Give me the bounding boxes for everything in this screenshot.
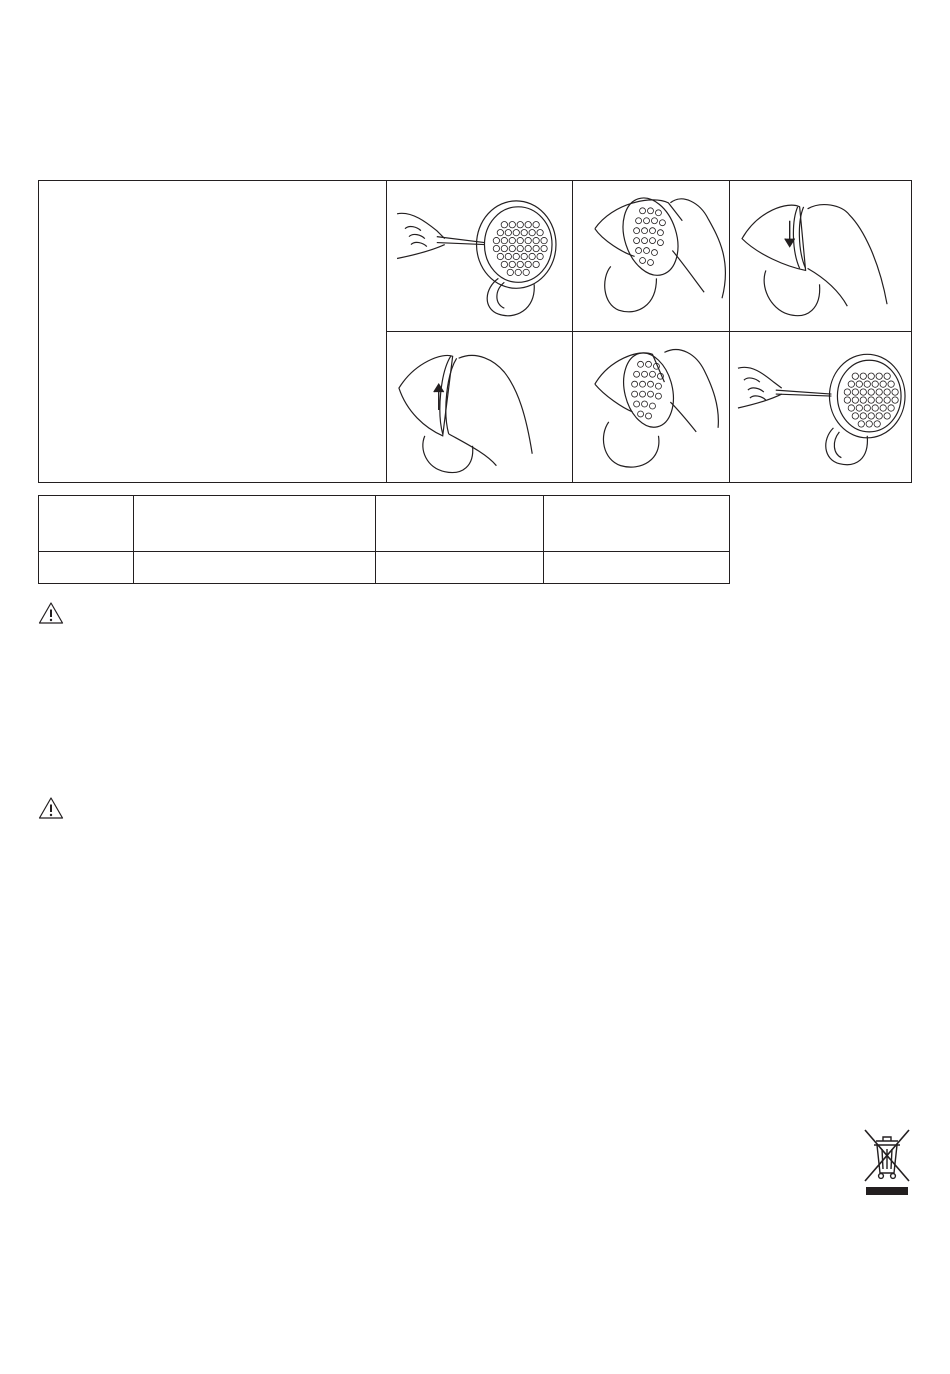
spec-table-row [39,552,730,584]
hand-holding-filter-over-cup-icon [573,181,729,331]
spec-table-cell [376,552,544,584]
hand-pressing-cup-arrow-down-icon [730,181,911,331]
spec-table [38,495,730,584]
hand-placing-filter-on-cup-icon [573,332,729,482]
spec-table-cell [134,552,376,584]
step-1-illustration [386,181,572,332]
step-3-illustration [729,181,911,332]
tool-inserting-filter-icon [730,332,911,482]
step-6-illustration [729,332,911,482]
hand-pressing-cup-arrow-up-icon [387,332,572,482]
instructions-text-area [39,181,386,482]
filter-replacement-panel [38,180,912,483]
spec-table-cell [39,552,134,584]
warning-triangle-icon [38,601,64,625]
step-5-illustration [572,332,729,482]
tool-removing-filter-icon [387,181,572,331]
spec-table-header-row [39,496,730,552]
spec-table-header-cell [544,496,730,552]
warning-triangle-icon [38,796,64,820]
step-4-illustration [386,332,572,482]
spec-table-header-cell [376,496,544,552]
spec-table-header-cell [39,496,134,552]
spec-table-header-cell [134,496,376,552]
crossed-out-wheelie-bin-icon [862,1127,912,1197]
spec-table-cell [544,552,730,584]
step-2-illustration [572,181,729,332]
